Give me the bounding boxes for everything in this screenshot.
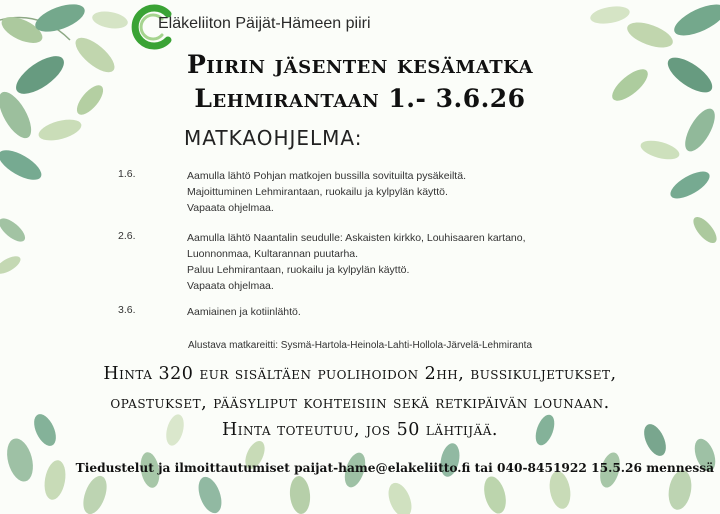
program-line: Vapaata ohjelmaa. [187, 202, 274, 214]
program-line: Aamulla lähtö Pohjan matkojen bussilla sovituilta pysäkeiltä. [187, 170, 466, 182]
page-title-line-2: Lehmirantaan 1.- 3.6.26 [194, 84, 526, 113]
program-day-date: 2.6. [118, 230, 136, 242]
program-line: Vapaata ohjelmaa. [187, 280, 274, 292]
program-line: Aamiainen ja kotiinlähtö. [187, 306, 301, 318]
organization-name: Eläkeliiton Päijät-Hämeen piiri [158, 15, 371, 32]
price-info-line-3: Hinta toteutuu, jos 50 lähtijää. [222, 420, 498, 440]
program-line: Majoittuminen Lehmirantaan, ruokailu ja kylpylän käyttö. [187, 186, 448, 198]
program-day-lines [187, 168, 466, 216]
program-day-lines [187, 304, 301, 320]
program-line: Luonnonmaa, Kultarannan puutarha. [187, 248, 359, 260]
program-day-date: 3.6. [118, 304, 136, 316]
program-day-lines [187, 230, 526, 294]
program-line: Paluu Lehmirantaan, ruokailu ja kylpylän käyttö. [187, 264, 410, 276]
contact-info: Tiedustelut ja ilmoittautumiset paijat-hame@elakeliitto.fi tai 040-8451922 15.5.26 mennessä [75, 461, 714, 475]
price-info-line-2: opastukset, pääsyliput kohteisiin sekä retkipäivän lounaan. [110, 393, 610, 413]
program-heading: MATKAOHJELMA: [184, 126, 363, 150]
program-day-date: 1.6. [118, 168, 136, 180]
program-line: Aamulla lähtö Naantalin seudulle: Askaisten kirkko, Louhisaaren kartano, [187, 232, 526, 244]
price-info-line-1: Hinta 320 eur sisältäen puolihoidon 2hh, bussikuljetukset, [103, 364, 617, 384]
page-title-line-1: Piirin jäsenten kesämatka [186, 50, 534, 79]
travel-route: Alustava matkareitti: Sysmä-Hartola-Heinola-Lahti-Hollola-Järvelä-Lehmiranta [187, 340, 533, 351]
